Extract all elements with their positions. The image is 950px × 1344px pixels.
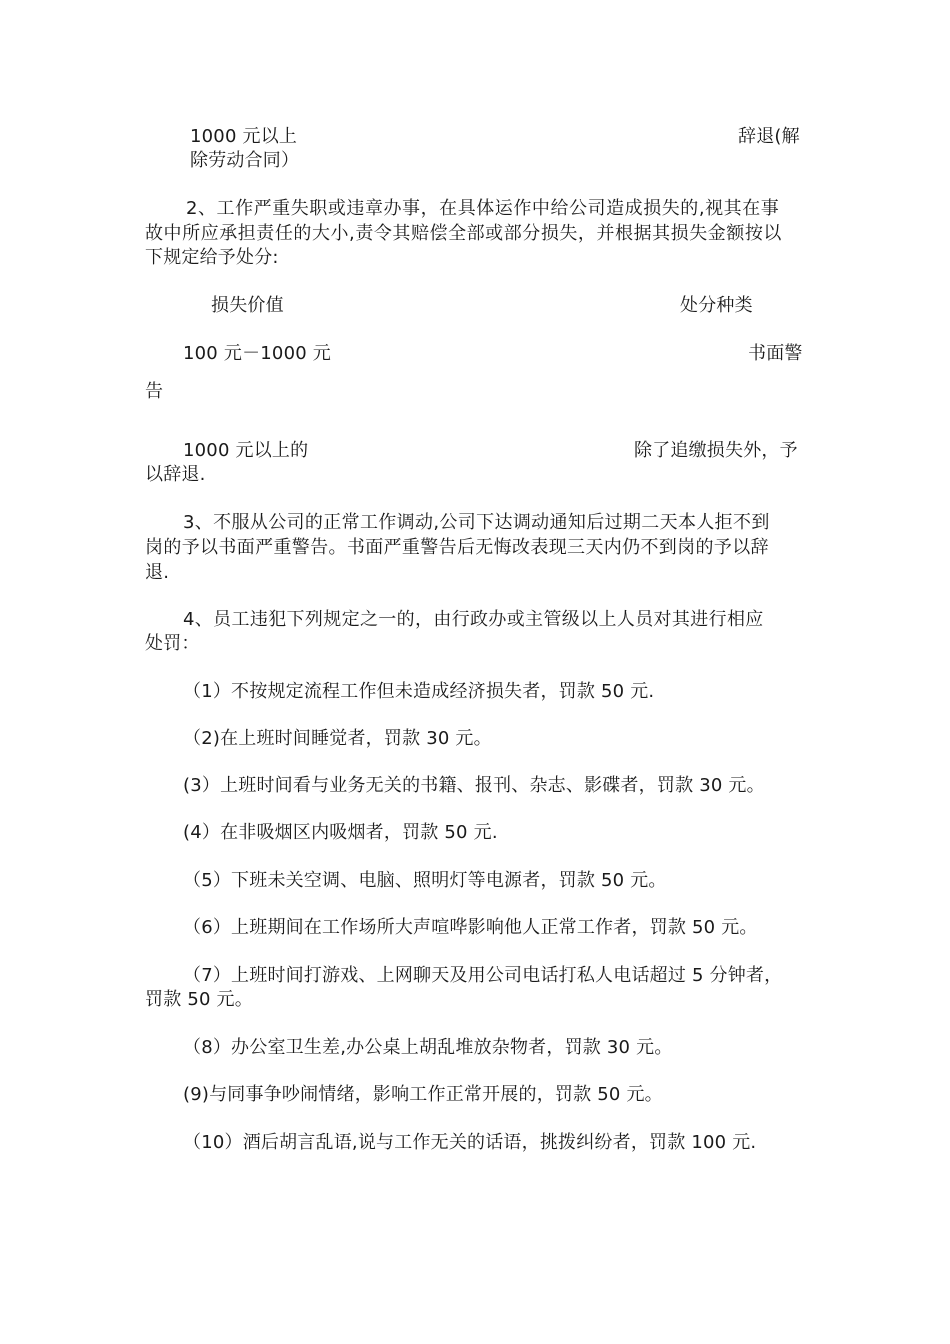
paragraph-2-line-1: 2、工作严重失职或违章办事，在具体运作中给公司造成损失的,视其在事 <box>186 198 780 219</box>
paragraph-3-line-3: 退. <box>145 562 170 583</box>
list-item-2: （2)在上班时间睡觉者，罚款 30 元。 <box>183 728 492 749</box>
list-item-9: (9)与同事争吵闹情绪，影响工作正常开展的，罚款 50 元。 <box>183 1084 663 1105</box>
list-item-6: （6）上班期间在工作场所大声喧哗影响他人正常工作者，罚款 50 元。 <box>183 917 758 938</box>
row-1000-penalty-continued: 除劳动合同） <box>190 150 300 171</box>
row-1000-value: 1000 元以上 <box>190 126 298 147</box>
row-1000b-penalty-continued: 以辞退. <box>145 464 206 485</box>
list-item-8: （8）办公室卫生差,办公桌上胡乱堆放杂物者，罚款 30 元。 <box>183 1037 673 1058</box>
paragraph-2-line-3: 下规定给予处分: <box>145 247 279 268</box>
list-item-3: (3）上班时间看与业务无关的书籍、报刊、杂志、影碟者，罚款 30 元。 <box>183 775 765 796</box>
list-item-5: （5）下班未关空调、电脑、照明灯等电源者，罚款 50 元。 <box>183 870 667 891</box>
list-item-7: （7）上班时间打游戏、上网聊天及用公司电话打私人电话超过 5 分钟者， <box>183 965 783 986</box>
row-100-1000-value: 100 元－1000 元 <box>183 343 332 364</box>
row-1000-penalty: 辞退(解 <box>738 126 800 147</box>
paragraph-3-line-1: 3、不服从公司的正常工作调动,公司下达调动通知后过期二天本人拒不到 <box>183 512 770 533</box>
row-100-1000-penalty: 书面警 <box>748 343 803 364</box>
list-item-4: (4）在非吸烟区内吸烟者，罚款 50 元. <box>183 822 498 843</box>
table-header-penalty-type: 处分种类 <box>680 295 753 316</box>
paragraph-2-line-2: 故中所应承担责任的大小,责令其赔偿全部或部分损失，并根据其损失金额按以 <box>145 223 782 244</box>
table-header-loss-value: 损失价值 <box>211 295 284 316</box>
row-1000b-penalty: 除了追缴损失外，予 <box>634 440 798 461</box>
paragraph-3-line-2: 岗的予以书面严重警告。书面严重警告后无悔改表现三天内仍不到岗的予以辞 <box>145 537 769 558</box>
row-100-1000-penalty-continued: 告 <box>145 381 164 402</box>
paragraph-4-line-2: 处罚： <box>145 633 200 654</box>
paragraph-4-line-1: 4、员工违犯下列规定之一的，由行政办或主管级以上人员对其进行相应 <box>183 609 764 630</box>
list-item-7-continued: 罚款 50 元。 <box>145 989 253 1010</box>
list-item-10: （10）酒后胡言乱语,说与工作无关的话语，挑拨纠纷者，罚款 100 元. <box>183 1132 757 1153</box>
list-item-1: （1）不按规定流程工作但未造成经济损失者，罚款 50 元. <box>183 681 655 702</box>
row-1000b-value: 1000 元以上的 <box>183 440 309 461</box>
